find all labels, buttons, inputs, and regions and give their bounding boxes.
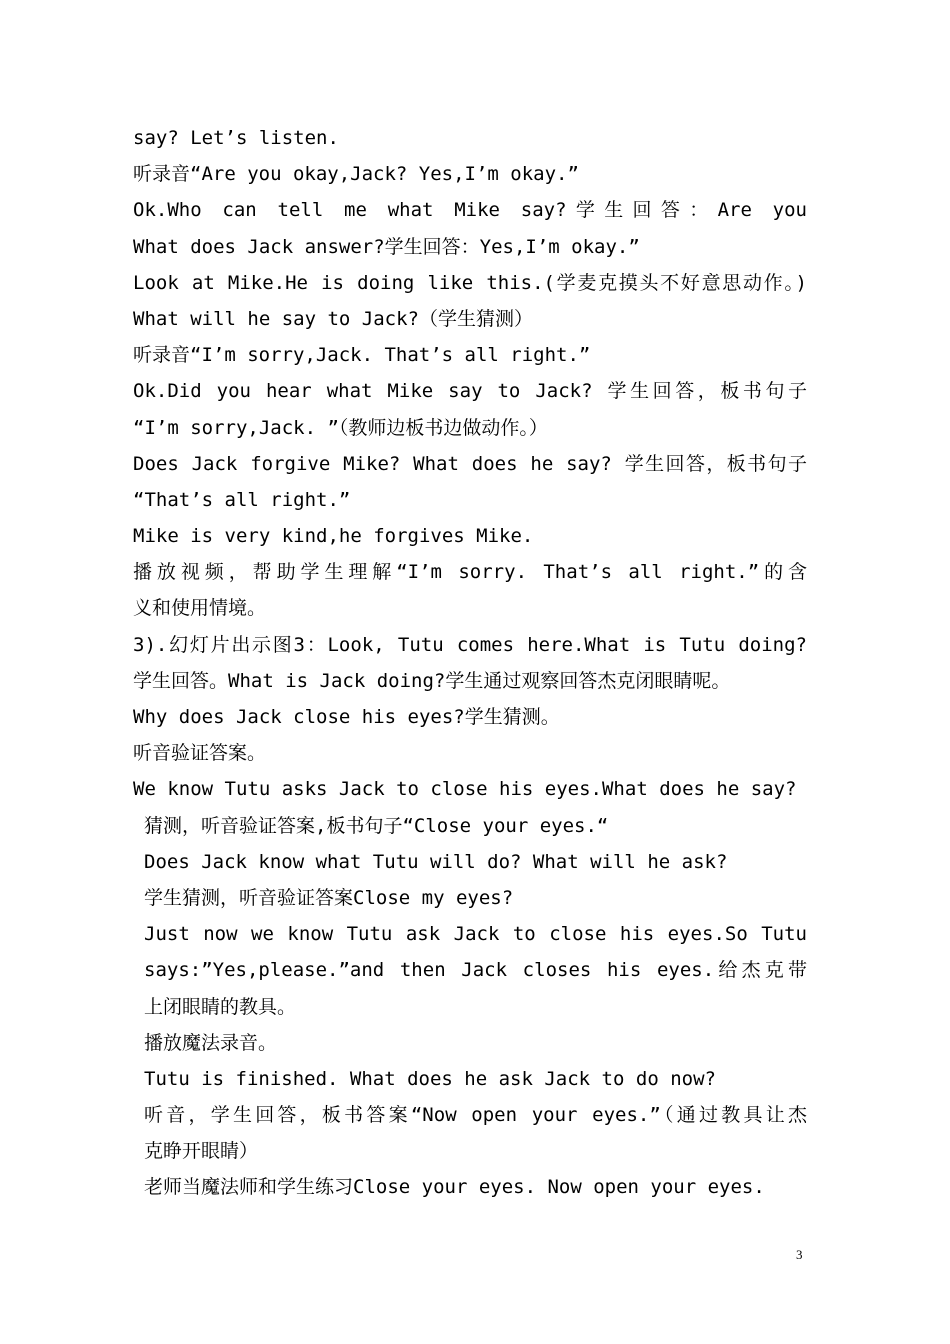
text-line: 听录音“I’m sorry,Jack. That’s all right.”	[133, 344, 591, 367]
text-line: 老师当魔法师和学生练习Close your eyes. Now open your eyes.	[144, 1176, 765, 1199]
text-line: Ok.Did you hear what Mike say to Jack? 学生回答，板书句子	[133, 380, 807, 403]
text-line: 听音，学生回答，板书答案“Now open your eyes.”（通过教具让杰	[144, 1104, 807, 1127]
text-line: 听音验证答案。	[133, 742, 267, 765]
text-line: 听录音“Are you okay,Jack? Yes,I’m okay.”	[133, 163, 579, 186]
text-line: says:”Yes,please.”and then Jack closes his eyes.给杰克带	[144, 959, 807, 982]
text-line: 学生回答。What is Jack doing?学生通过观察回答杰克闭眼睛呢。	[133, 669, 731, 692]
text-line: Mike is very kind,he forgives Mike.	[133, 525, 534, 548]
text-line: say? Let’s listen.	[133, 127, 339, 149]
text-line: 上闭眼睛的教具。	[144, 995, 297, 1018]
text-line: 克睁开眼睛）	[144, 1140, 259, 1163]
text-line: Look at Mike.He is doing like this.(学麦克摸头不好意思动作。)	[133, 271, 807, 294]
text-line: 学生猜测，听音验证答案Close my eyes?	[144, 886, 514, 909]
text-line: Ok.Who can tell me what Mike say?学生回答：Are you	[133, 199, 807, 222]
text-line: 3).幻灯片出示图3：Look, Tutu comes here.What is Tutu doing?	[133, 633, 807, 656]
text-line: 义和使用情境。	[133, 597, 267, 620]
text-line: “That’s all right.”	[133, 488, 351, 511]
text-line: What does Jack answer?学生回答：Yes,I’m okay.”	[133, 235, 640, 258]
text-line: Does Jack know what Tutu will do? What will he ask?	[144, 850, 728, 873]
text-line: 猜测，听音验证答案,板书句子“Close your eyes.“	[144, 814, 609, 837]
text-line: “I’m sorry,Jack. ”（教师边板书边做动作。）	[133, 416, 548, 439]
text-line: Tutu is finished. What does he ask Jack to do now?	[144, 1067, 716, 1090]
text-line: 播放视频，帮助学生理解“I’m sorry. That’s all right.”的含	[133, 561, 807, 584]
text-line: What will he say to Jack?（学生猜测）	[133, 307, 533, 330]
page-number: 3	[796, 1247, 803, 1262]
document-body	[133, 120, 807, 1206]
text-line: Does Jack forgive Mike? What does he say? 学生回答，板书句子	[133, 452, 807, 475]
text-line: 播放魔法录音。	[144, 1031, 278, 1054]
text-line: Just now we know Tutu ask Jack to close his eyes.So Tutu	[144, 923, 807, 946]
text-line: Why does Jack close his eyes?学生猜测。	[133, 706, 560, 728]
text-line: We know Tutu asks Jack to close his eyes.What does he say?	[133, 778, 797, 801]
